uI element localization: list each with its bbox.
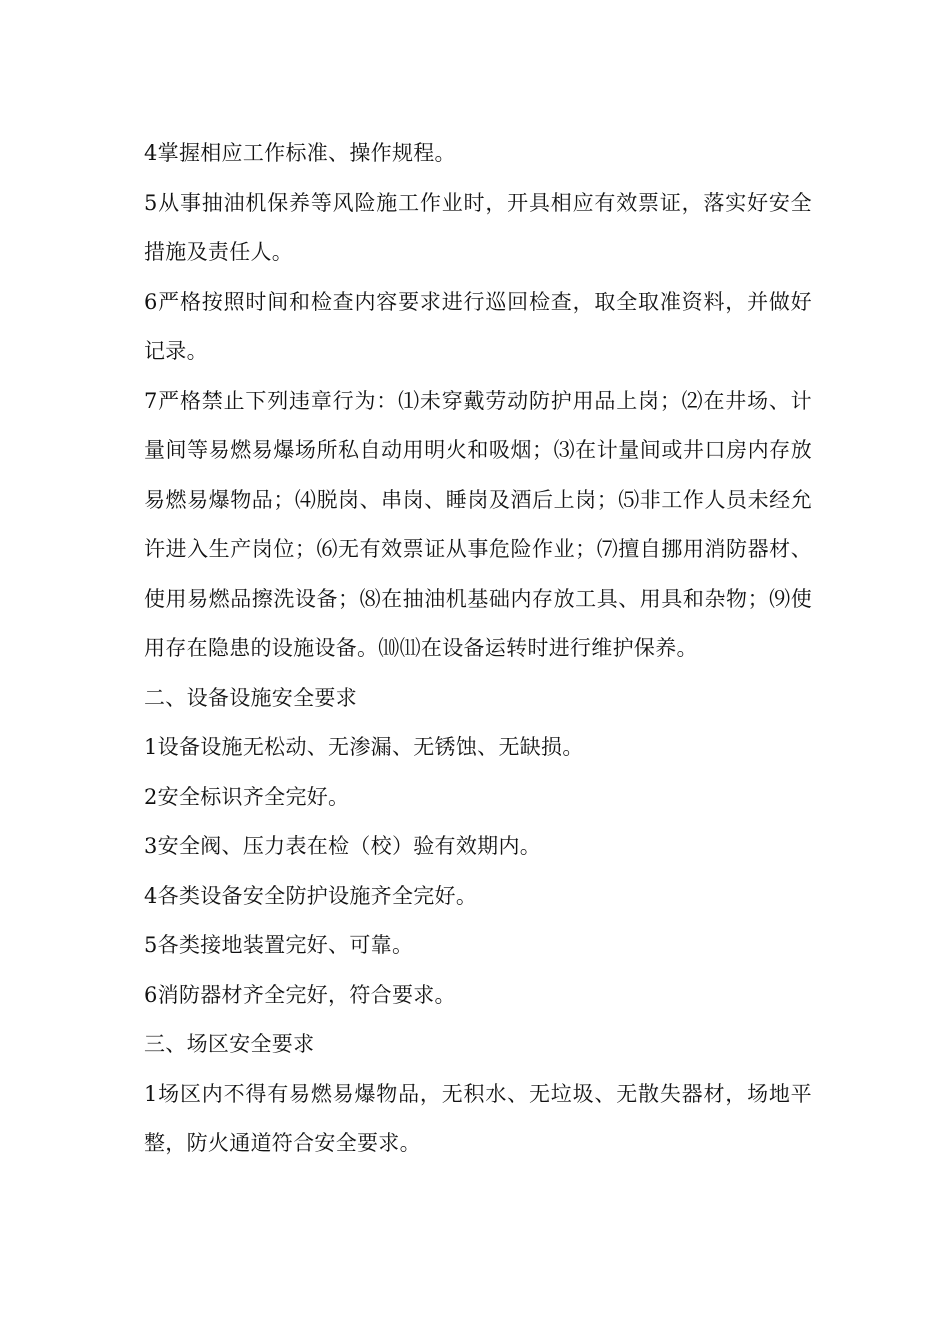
equipment-item-6: 6消防器材齐全完好，符合要求。 <box>144 982 456 1007</box>
paragraph-item-7-prohibited-behaviors: 7严格禁止下列违章行为：⑴未穿戴劳动防护用品上岗；⑵在井场、计量间等易燃易爆场所私自动用明火和吸烟；⑶在计量间或井口房内存放易燃易爆物品；⑷脱岗、串岗、睡岗及酒后上岗；⑸非工作人员未经允许进入生产岗位；⑹无有效票证从事危险作业；⑺擅自挪用消防器材、使用易燃品擦洗设备；⑻在抽油机基础内存放工具、用具和杂物；⑼使用存在隐患的设施设备。⑽⑾在设备运转时进行维护保养。 <box>144 388 812 660</box>
paragraph-item-5: 5从事抽油机保养等风险施工作业时，开具相应有效票证，落实好安全措施及责任人。 <box>144 190 812 264</box>
document-body <box>144 129 812 1169</box>
paragraph-item-6: 6严格按照时间和检查内容要求进行巡回检查，取全取准资料，并做好记录。 <box>144 289 812 363</box>
equipment-item-4: 4各类设备安全防护设施齐全完好。 <box>144 883 478 908</box>
equipment-item-5: 5各类接地装置完好、可靠。 <box>144 933 414 957</box>
section-heading-site-safety: 三、场区安全要求 <box>144 1032 315 1056</box>
section-heading-equipment-safety: 二、设备设施安全要求 <box>144 685 357 710</box>
paragraph-item-4: 4掌握相应工作标准、操作规程。 <box>144 141 456 165</box>
equipment-item-1: 1设备设施无松动、无渗漏、无锈蚀、无缺损。 <box>144 735 584 759</box>
equipment-item-3: 3安全阀、压力表在检（校）验有效期内。 <box>144 834 542 858</box>
equipment-item-2: 2安全标识齐全完好。 <box>144 784 350 809</box>
site-item-1: 1场区内不得有易燃易爆物品，无积水、无垃圾、无散失器材，场地平整，防火通道符合安全要求。 <box>144 1081 812 1155</box>
